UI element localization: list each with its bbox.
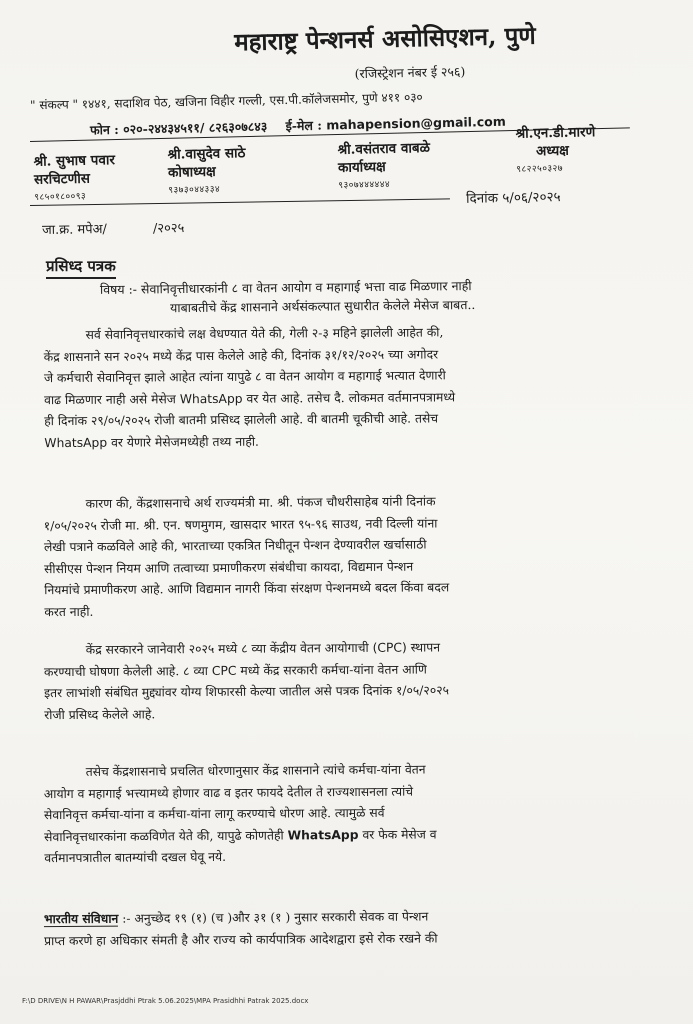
officer-role: कोषाध्यक्ष — [167, 163, 216, 181]
officer-president — [515, 123, 596, 179]
reference-year: /२०२५ — [152, 221, 185, 237]
registration-number: (रजिस्ट्रेशन नंबर ई २५६) — [354, 63, 466, 82]
officer-secretary — [33, 151, 115, 207]
paragraph-line: वर्तमानपत्रातील बातम्यांची दखल घेवू नये. — [44, 850, 227, 866]
reference-label: जा.क्र. मपेअ/ — [41, 222, 108, 238]
officer-name: श्री.एन.डी.मारणे — [515, 124, 596, 142]
paragraph-line: नियमांचे प्रमाणीकरण आहे. आणि विद्यमान नागरी किंवा संरक्षण पेन्शनमध्ये बदल किंवा बदल — [44, 580, 450, 598]
paragraph-line: सेवानिवृत्त कर्मचा-यांना व कर्मचा-यांना लागू करण्याचे धोरण आहे. त्यामुळे सर्व — [43, 805, 385, 823]
whatsapp-text: WhatsApp — [179, 391, 243, 406]
text-span: करण्याची घोषणा केलेली आहे. ८ व्या — [43, 663, 209, 679]
officer-phone: ९३७३०४४३३४ — [168, 184, 221, 196]
cpc-text: CPC — [211, 663, 237, 678]
paragraph-line: १/०५/२०२५ रोजी मा. श्री. एन. षणमुगम, खासदार भारत ९५-९६ साउथ, नवी दिल्ली यांना — [43, 516, 438, 533]
officer-name: श्री.वसंतराव वाबळे — [337, 140, 431, 158]
paragraph-line: सर्व सेवानिवृत्तधारकांचे लक्ष वेधण्यात येते की, गेली २-३ महिने झालेली आहेत की, — [85, 325, 444, 342]
officer-role: अध्यक्ष — [535, 142, 570, 160]
officer-treasurer — [167, 144, 246, 200]
officer-name: श्री.वासुदेव साठे — [167, 145, 246, 163]
text-span: स्थापन — [410, 640, 441, 655]
paragraph-line: लेखी पत्राने कळविले आहे की, भारताच्या एकत्रित निधीतून पेन्शन देण्यावरील खर्चासाठी — [43, 537, 427, 555]
paragraph-2 — [44, 490, 665, 624]
text-span: वर फेक मेसेज व — [362, 827, 437, 842]
address-line: " संकल्प " १४४१, सदाशिव पेठ, खजिना विहीर गल्ली, एस.पी.कॉलेजसमोर, पुणे ४११ ०३० — [29, 90, 423, 113]
paragraph-4 — [44, 758, 665, 870]
paragraph-line: सीसीएस पेन्शन नियम आणि तत्वाच्या प्रमाणीकरण संबंधीचा कायदा, विद्यमान पेन्शन — [44, 559, 414, 576]
paragraph-line: प्राप्त करणे हा अधिकार संमती है और राज्य को कार्यपात्रिक आदेशद्वारा इसे रोक रखने की — [44, 931, 438, 948]
text-span: मध्ये केंद्र सरकारी कर्मचा-यांना वेतन आणि — [240, 662, 427, 678]
text-span: :- अनुच्छेद १९ (१) (च )और ३१ (१ ) नुसार सरकारी सेवक वा पेन्शन — [122, 909, 429, 926]
reference-number — [42, 218, 185, 238]
paragraph-line: ही दिनांक २९/०५/२०२५ रोजी बातमी प्रसिध्द झालेली आहे. वी बातमी चूकीची आहे. तसेच — [44, 411, 439, 429]
subject-line: याबाबतीचे केंद्र शासनाने अर्थसंकल्पात सुधारीत केलेले मेसेज बाबत.. — [170, 297, 476, 316]
phone-numbers: फोन : ०२०-२४४३४५११/ ८२६३०७८४३ — [89, 118, 268, 138]
subject-line: विषय :- सेवानिवृत्तीधारकांनी ८ वा वेतन आयोग व महागाई भत्ता वाढ मिळणार नाही — [99, 278, 472, 297]
paragraph-line — [44, 429, 664, 455]
cpc-text: (CPC) — [372, 640, 407, 655]
text-span: वर येत आहे. तसेच दै. लोकमत वर्तमानपत्रामध्ये — [246, 390, 456, 406]
whatsapp-text: WhatsApp — [287, 827, 359, 843]
paragraph-line: इतर लाभांशी संबंधित मुद्द्यांवर योग्य शिफारसी केल्या जातील असे पत्रक दिनांक १/०५/२०२५ — [44, 683, 450, 701]
paragraph-line: करत नाही. — [44, 604, 94, 620]
email-address: mahapension@gmail.com — [326, 113, 506, 133]
officer-executive-president — [337, 139, 430, 195]
association-title: महाराष्ट्र पेन्शनर्स असोसिएशन, पुणे — [233, 20, 537, 57]
whatsapp-text: WhatsApp — [44, 435, 108, 451]
paragraph-5 — [44, 904, 664, 953]
text-span: वाढ मिळणार नाही असे मेसेज — [44, 392, 176, 407]
text-span: वर येणारे मेसेजमध्येही तथ्य नाही. — [111, 434, 259, 450]
subject-block — [100, 274, 660, 318]
constitution-label: भारतीय संविधान — [43, 910, 119, 927]
officer-name: श्री. सुभाष पवार — [33, 152, 116, 170]
file-path-footer: F:\D DRIVE\N H PAWAR\Prasjddhi Ptrak 5.06.2025\MPA Prasidhhi Patrak 2025.docx — [22, 997, 309, 1005]
paragraph-line: आयोग व महागाई भत्त्यामध्ये होणार वाढ व इतर फायदे देतील ते राज्यशासनला त्यांचे — [43, 784, 414, 801]
email-label: ई-मेल : — [285, 117, 323, 134]
text-span: सेवानिवृत्तधारकांना कळविणेत येते की, यापुढे कोणतेही — [44, 828, 284, 844]
paragraph-line: जे कर्मचारी सेवानिवृत्त झाले आहेत त्यांना यापुढे ८ वा वेतन आयोग व महागाई भत्यात देणारी — [43, 368, 446, 386]
paragraph-line: रोजी प्रसिध्द केलेले आहे. — [44, 707, 156, 722]
paragraph-1 — [44, 321, 665, 455]
paragraph-line: केंद्र शासनाने सन २०२५ मध्ये केंद्र पास केलेले आहे की, दिनांक ३१/१२/२०२५ च्या अगोदर — [43, 347, 439, 364]
officer-phone: ९३०७४४४४४४ — [338, 179, 391, 191]
officer-phone: ९८२२५०३२७ — [516, 163, 564, 175]
text-span: केंद्र सरकारने जानेवारी २०२५ मध्ये ८ व्या केंद्रीय वेतन आयोगाची — [85, 640, 369, 657]
officer-role: कार्याध्यक्ष — [337, 158, 386, 176]
officer-phone: ९८५०१८००९३ — [34, 191, 87, 203]
paragraph-line: कारण की, केंद्रशासनाचे अर्थ राज्यमंत्री मा. श्री. पंकज चौधरीसाहेब यांनी दिनांक — [85, 494, 436, 511]
document-heading: प्रसिध्द पत्रक — [46, 256, 116, 279]
letter-date: दिनांक ५/०६/२०२५ — [465, 189, 561, 207]
paragraph-line: तसेच केंद्रशासनाचे प्रचलित धोरणानुसार केंद्र शासनाने त्यांचे कर्मचा-यांना वेतन — [85, 762, 426, 779]
officer-role: सरचिटणीस — [33, 170, 91, 188]
paragraph-3 — [44, 636, 665, 727]
